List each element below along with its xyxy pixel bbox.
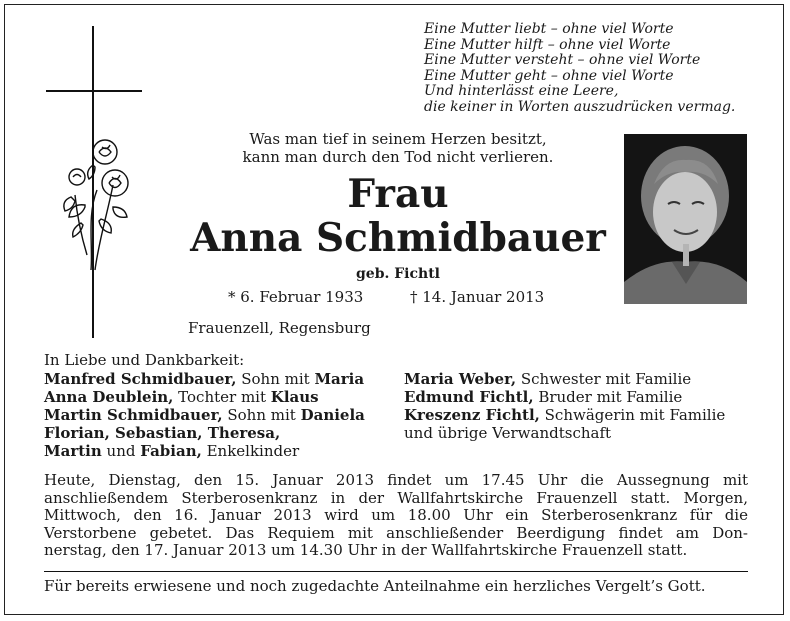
mourner-name: Martin Schmidbauer,: [44, 406, 223, 424]
funeral-line: nerstag, den 17. Januar 2013 um 14.30 Uhr in der Wallfahrtskirche Frauenzell statt.: [44, 541, 688, 560]
poem-line: Eine Mutter liebt – ohne viel Worte: [424, 21, 674, 37]
place: Frauenzell, Regensburg: [188, 319, 371, 337]
mourners-right: [404, 370, 754, 442]
mourner-line: [44, 406, 394, 424]
mourner-relation: und: [101, 442, 141, 460]
poem-line: Eine Mutter geht – ohne viel Worte: [424, 67, 674, 84]
mourner-name: Manfred Schmidbauer,: [44, 370, 237, 388]
funeral-line: Verstorbene gebetet. Das Requiem mit anschließender Beerdigung findet am Don-: [44, 523, 748, 542]
mourner-line: [44, 370, 394, 388]
mourner-name: Edmund Fichtl,: [404, 388, 534, 406]
mourner-relation: Schwester mit Familie: [516, 370, 692, 388]
mourner-name: Daniela: [300, 406, 365, 424]
portrait-photo: [624, 134, 747, 304]
motto-line: kann man durch den Tod nicht verlieren.: [242, 148, 554, 166]
mourner-line: [404, 424, 754, 442]
mourner-name: Florian, Sebastian, Theresa,: [44, 424, 281, 442]
salutation: Frau: [347, 171, 449, 217]
mourner-name: Maria: [314, 370, 365, 388]
mourner-line: [44, 424, 394, 442]
mourner-relation: Tochter mit: [173, 388, 271, 406]
mourner-name: Anna Deublein,: [44, 388, 174, 406]
mourner-line: [404, 406, 754, 424]
poem: [424, 22, 764, 115]
mourner-relation: und übrige Verwandtschaft: [404, 424, 612, 442]
mourner-line: [404, 388, 754, 406]
death-date: † 14. Januar 2013: [410, 288, 545, 306]
mourner-line: [404, 370, 754, 388]
divider: [44, 571, 748, 572]
roses-illustration: [57, 135, 137, 275]
mourner-name: Klaus: [270, 388, 319, 406]
poem-line: die keiner in Worten auszudrücken vermag.: [424, 98, 736, 115]
motto: [180, 130, 616, 166]
mourner-line: [44, 442, 394, 460]
poem-line: Eine Mutter versteht – ohne viel Worte: [424, 52, 701, 68]
birth-date: * 6. Februar 1933: [228, 288, 364, 306]
mourner-name: Kreszenz Fichtl,: [404, 406, 540, 424]
motto-line: Was man tief in seinem Herzen besitzt,: [249, 130, 547, 148]
mourner-name: Maria Weber,: [404, 370, 517, 388]
funeral-text: [44, 472, 748, 560]
mourner-relation: Schwägerin mit Familie: [539, 406, 726, 424]
mourner-name: Fabian,: [140, 442, 202, 460]
poem-line: Eine Mutter hilft – ohne viel Worte: [424, 36, 671, 53]
mourner-relation: Bruder mit Familie: [533, 388, 683, 406]
funeral-line: anschließendem Sterberosenkranz in der Wallfahrtskirche Frauenzell statt. Morgen,: [44, 488, 748, 507]
mourners-left: [44, 370, 394, 460]
intro: In Liebe und Dankbarkeit:: [44, 351, 245, 369]
mourner-line: [44, 388, 394, 406]
cross-icon-bar: [46, 90, 142, 92]
funeral-line: Mittwoch, den 16. Januar 2013 wird um 18.00 Uhr ein Sterberosenkranz für die: [44, 506, 748, 525]
mourner-relation: Sohn mit: [236, 370, 315, 388]
mourner-relation: Enkelkinder: [201, 442, 300, 460]
mourner-name: Martin: [44, 442, 102, 460]
maiden-name: geb. Fichtl: [356, 266, 440, 282]
thanks: Für bereits erwiesene und noch zugedachte Anteilnahme ein herzliches Vergelt’s Gott.: [44, 577, 706, 595]
funeral-line: Heute, Dienstag, den 15. Januar 2013 findet um 17.45 Uhr die Aussegnung mit: [44, 471, 748, 489]
mourner-relation: Sohn mit: [222, 406, 301, 424]
deceased-name: Anna Schmidbauer: [190, 215, 606, 261]
poem-line: Und hinterlässt eine Leere,: [424, 83, 619, 99]
